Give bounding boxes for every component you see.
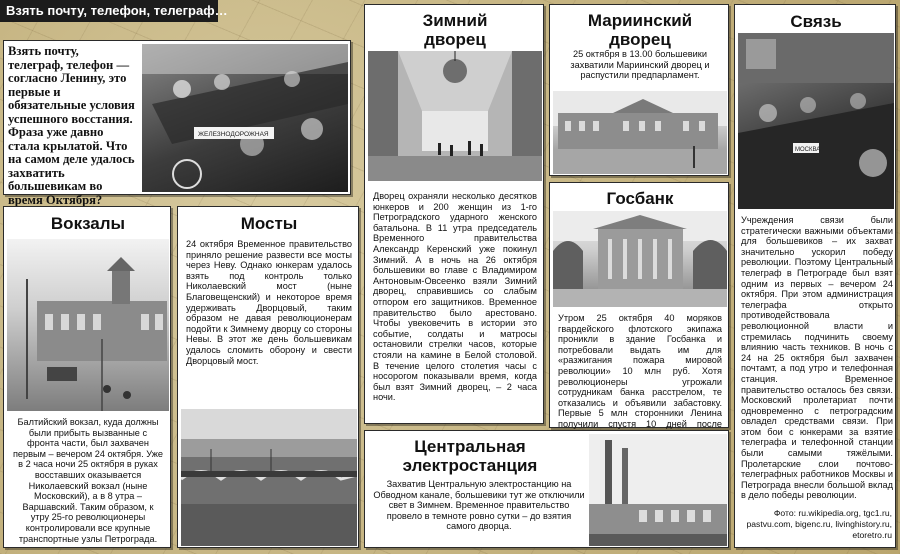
communication-heading: Связь (790, 12, 842, 31)
mariinsky-text: 25 октября в 13.00 большевики захватили Мариинский дворец и распустили предпарламент. (570, 49, 710, 81)
page-title: Взять почту, телефон, телеграф… (0, 0, 218, 22)
gosbank-building-photo (553, 211, 727, 307)
mariinsky-heading: Мариинский дворец (587, 11, 693, 49)
communication-panel (734, 4, 896, 548)
winter-palace-hall-photo (368, 51, 542, 181)
mariinsky-palace-photo (553, 91, 727, 174)
photo-credits (734, 508, 892, 541)
bridges-heading: Мосты (240, 214, 298, 233)
communication-text: Учреждения связи были стратегически важными объектами для большевиков – их захват значительно ускорил победу революции. Поэтому Центральный телеграф в Петрограде был взят одним из первых – вечером 24 октября. При этом администрация телеграфа открыто противодействовала революционной власти и стремилась подчинить своему влиянию часть техников. В ночь с 24 на 25 октября был захвачен почтамт, а под утро и телефонная станция. Временное правительство осталось без связи. Московский пролетариат почти одновременно с петроградским овладел средствами связи. При этом бои с юнкерами за взятие телеграфа и телефонной станции были самыми тяжёлыми. Пролетарские слои почтово-телеграфных работников Москвы и Петрограда внесли большой вклад в дело победы революции. (741, 215, 893, 501)
winter-palace-panel (364, 4, 544, 424)
photo-credits-line-3: etoretro.ru (852, 530, 892, 540)
power-station-panel (364, 430, 729, 548)
gosbank-heading: Госбанк (606, 189, 674, 208)
moscow-sign-caption: МОСКВА (795, 147, 821, 153)
baltic-station-photo (7, 239, 169, 411)
photo-credits-line-1: Фото: ru.wikipedia.org, tgc1.ru, (773, 508, 892, 518)
stations-heading: Вокзалы (50, 214, 126, 233)
telegraph-office-photo (738, 33, 894, 209)
photo-credits-line-2: pastvu.com, bigenc.ru, livinghistory.ru, (746, 519, 892, 529)
stations-text: Балтийский вокзал, куда должны были прибыть вызванные с фронта части, был захвачен первым – вечером 24 октября. Уже в 2 часа ночи 25 октября в руках восставших оказывается Николаевский вокзал (ныне Московский), а в 8 утра – Варшавский. Таким образом, к утру 25-го революционеры контролировали все крупные транспортные узлы Петрограда. (12, 417, 164, 544)
power-station-text: Захватив Центральную электростанцию на Обводном канале, большевики тут же отключили свет в Зимнем. Временное правительство провело в темноте ровно сутки – до взятия самого дворца. (373, 479, 585, 532)
bridges-text: 24 октября Временное правительство приняло решение развести все мосты через Неву. Однако юнкерам удалось взять под контроль только Николаевский мост (ныне Благовещенский) и некоторое время удерживать Дворцовый, таким образом не давая революционерам подойти к Зимнему дворцу со стороны Невы. В этот же день большевикам удалось сломить оборону и свести Дворцовый мост. (186, 239, 352, 366)
railway-sign-caption: ЖЕЛЕЗНОДОРОЖНАЯ (198, 131, 269, 138)
stations-panel (3, 206, 171, 548)
bridges-panel (177, 206, 359, 548)
winter-palace-text: Дворец охраняли несколько десятков юнкеров и 200 женщин из 1-го Петроградского ударного женского батальона. В 11 утра председатель Временного правительства Александр Керенский уже покинул Зимний. А в ночь на 26 октября большевики во главе с Владимиром Антоновым-Овсеенко взяли Зимний дворец, справившись со слабым отпором его защитников. Временное правительство было арестовано. Чтобы увековечить в истории это событие, солдаты и матросы остановили стрелки часов, которые стояли на камине в Белой столовой. В течение целого столетия часы с носорогом показывали время, когда был взят Зимний дворец, – 2 часа ночи. (373, 191, 537, 403)
bridge-photo (181, 409, 357, 546)
intro-text: Взять почту, телеграф, телефон — согласно Ленину, это первые и обязательные условия успешного восстания. Фраза уже давно стала крылатой. Что на самом деле удалось захватить большевикам во время Октября? (8, 44, 135, 207)
mariinsky-panel (549, 4, 729, 176)
power-station-heading: Центральная электростанция (402, 437, 538, 475)
telephone-operators-photo (142, 44, 348, 192)
gosbank-text: Утром 25 октября 40 моряков гвардейского флотского экипажа проникли в здание Госбанка и потребовали выдать им для «разжигания пожара мировой революции» 10 млн руб. Хотя революционеры угрожали сотрудникам банка расстрелом, те отказались и объявили забастовку. Первые 5 млн сторонники Ленина получили спустя 10 дней после (558, 313, 722, 429)
gosbank-panel (549, 182, 729, 428)
winter-palace-heading: Зимний дворец (422, 11, 488, 49)
intro-panel (3, 40, 351, 207)
power-station-photo (589, 434, 727, 546)
